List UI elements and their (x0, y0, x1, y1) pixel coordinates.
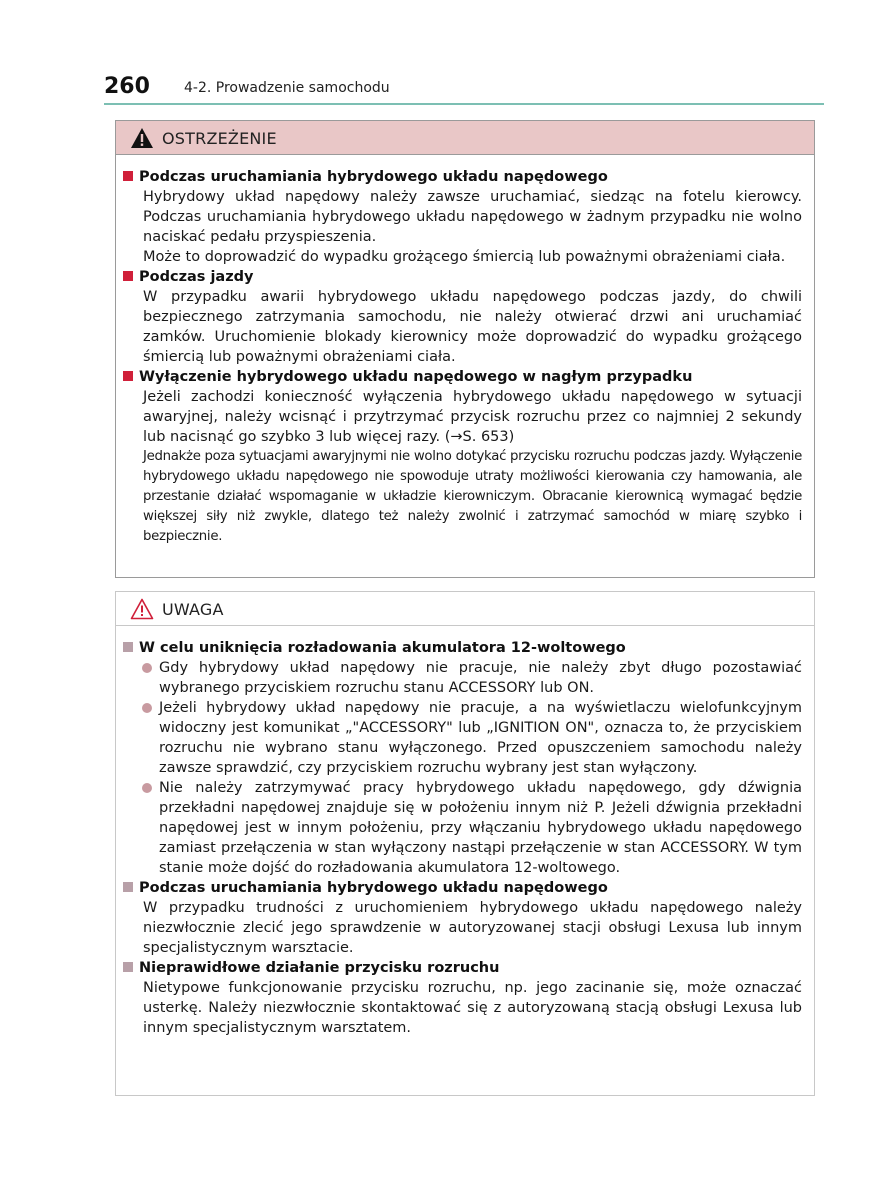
list-item-text: Jeżeli hybrydowy układ napędowy nie pracuje, a na wyświetlaczu wielofunkcyjnym widoczny jest komunikat „"ACCESSORY" lub „IGNITION ON", oznacza to, że przyciskiem rozruchu nie wybrano stanu wyłączonego. Przed opuszczeniem samochodu należy zawsze sprawdzić, czy przyciskiem rozruchu wybrany jest stan wyłączony. (159, 700, 802, 776)
item-text: Nietypowe funkcjonowanie przycisku rozruchu, np. jego zacinanie się, może oznaczać usterkę. Należy niezwłocznie skontaktować się z autoryzowaną stacją obsługi Lexusa lub innym specjalistycznym warsztatem. (143, 980, 802, 1036)
caution-triangle-icon (130, 598, 154, 620)
list-item (159, 658, 802, 698)
list-item-text: Nie należy zatrzymywać pracy hybrydowego układu napędowego, gdy dźwignia przekładni napędowej znajduje się w położeniu innym niż P. Jeżeli dźwignia przekładni napędowej jest w innym położeniu, przy włączaniu hybrydowego układu napędowego zamiast przełączenia w stan wyłączony nastąpi przełączenie w stan ACCESSORY. W tym stanie może dojść do rozładowania akumulatora 12-woltowego. (159, 780, 802, 876)
section-title: 4-2. Prowadzenie samochodu (184, 80, 390, 96)
item-text: Jeżeli zachodzi konieczność wyłączenia hybrydowego układu napędowego w sytuacji awaryjnej, należy wcisnąć i przytrzymać przycisk rozruchu przez co najmniej 2 sekundy lub nacisnąć go szybko 3 lub więcej razy. (→S. 653) (143, 389, 802, 445)
caution-box (115, 591, 815, 1096)
warning-item (116, 167, 814, 267)
page-number: 260 (104, 74, 150, 99)
bullet-dot (142, 783, 152, 793)
item-text: Hybrydowy układ napędowy należy zawsze uruchamiać, siedząc na fotelu kierowcy. Podczas uruchamiania hybrydowego układu napędowego w żadnym przypadku nie wolno naciskać pedału przyspieszenia. (143, 189, 802, 245)
warning-label: OSTRZEŻENIE (162, 129, 277, 148)
warning-content (116, 167, 814, 547)
bullet-dot (142, 663, 152, 673)
bullet-square (123, 171, 133, 181)
caution-item (116, 638, 814, 878)
bullet-dot (142, 703, 152, 713)
warning-item (116, 267, 814, 367)
bullet-square (123, 882, 133, 892)
caution-content (116, 638, 814, 1038)
caution-header (116, 592, 814, 626)
item-text: Może to doprowadzić do wypadku grożącego śmiercią lub poważnymi obrażeniami ciała. (143, 249, 786, 265)
list-item (159, 778, 802, 878)
bullet-square (123, 962, 133, 972)
caution-label: UWAGA (162, 600, 224, 619)
warning-header (116, 121, 814, 155)
caution-item (116, 878, 814, 958)
list-item (159, 698, 802, 778)
list-item-text: Gdy hybrydowy układ napędowy nie pracuje, nie należy zbyt długo pozostawiać wybranego przyciskiem rozruchu stanu ACCESSORY lub ON. (159, 660, 802, 696)
item-title: W celu uniknięcia rozładowania akumulatora 12-woltowego (139, 640, 626, 656)
bullet-square (123, 371, 133, 381)
item-title: Podczas uruchamiania hybrydowego układu napędowego (139, 169, 608, 185)
warning-item (116, 367, 814, 547)
item-title: Wyłączenie hybrydowego układu napędowego w nagłym przypadku (139, 369, 693, 385)
warning-triangle-icon (130, 127, 154, 149)
item-text: Jednakże poza sytuacjami awaryjnymi nie wolno dotykać przycisku rozruchu podczas jazdy. Wyłączenie hybrydowego układu napędowego nie spowoduje utraty możliwości kierowania czy hamowania, ale przestanie działać wspomaganie w układzie kierowniczym. Obracanie kierownicą wymagać będzie większej siły niż zwykle, dlatego też należy zwolnić i zatrzymać samochód w miarę szybko i bezpiecznie. (143, 449, 802, 544)
bullet-square (123, 271, 133, 281)
bullet-square (123, 642, 133, 652)
page-header (104, 72, 824, 106)
item-text: W przypadku trudności z uruchomieniem hybrydowego układu napędowego należy niezwłocznie zlecić jego sprawdzenie w autoryzowanej stacji obsługi Lexusa lub innym specjalistycznym warsztacie. (143, 900, 802, 956)
item-title: Nieprawidłowe działanie przycisku rozruchu (139, 960, 500, 976)
item-title: Podczas uruchamiania hybrydowego układu napędowego (139, 880, 608, 896)
caution-item (116, 958, 814, 1038)
item-text: W przypadku awarii hybrydowego układu napędowego podczas jazdy, do chwili bezpiecznego zatrzymania samochodu, nie należy otwierać drzwi ani uruchamiać zamków. Uruchomienie blokady kierownicy może doprowadzić do wypadku grożącego śmiercią lub poważnymi obrażeniami ciała. (143, 289, 802, 365)
item-title: Podczas jazdy (139, 269, 254, 285)
header-divider (104, 103, 824, 105)
warning-box (115, 120, 815, 578)
